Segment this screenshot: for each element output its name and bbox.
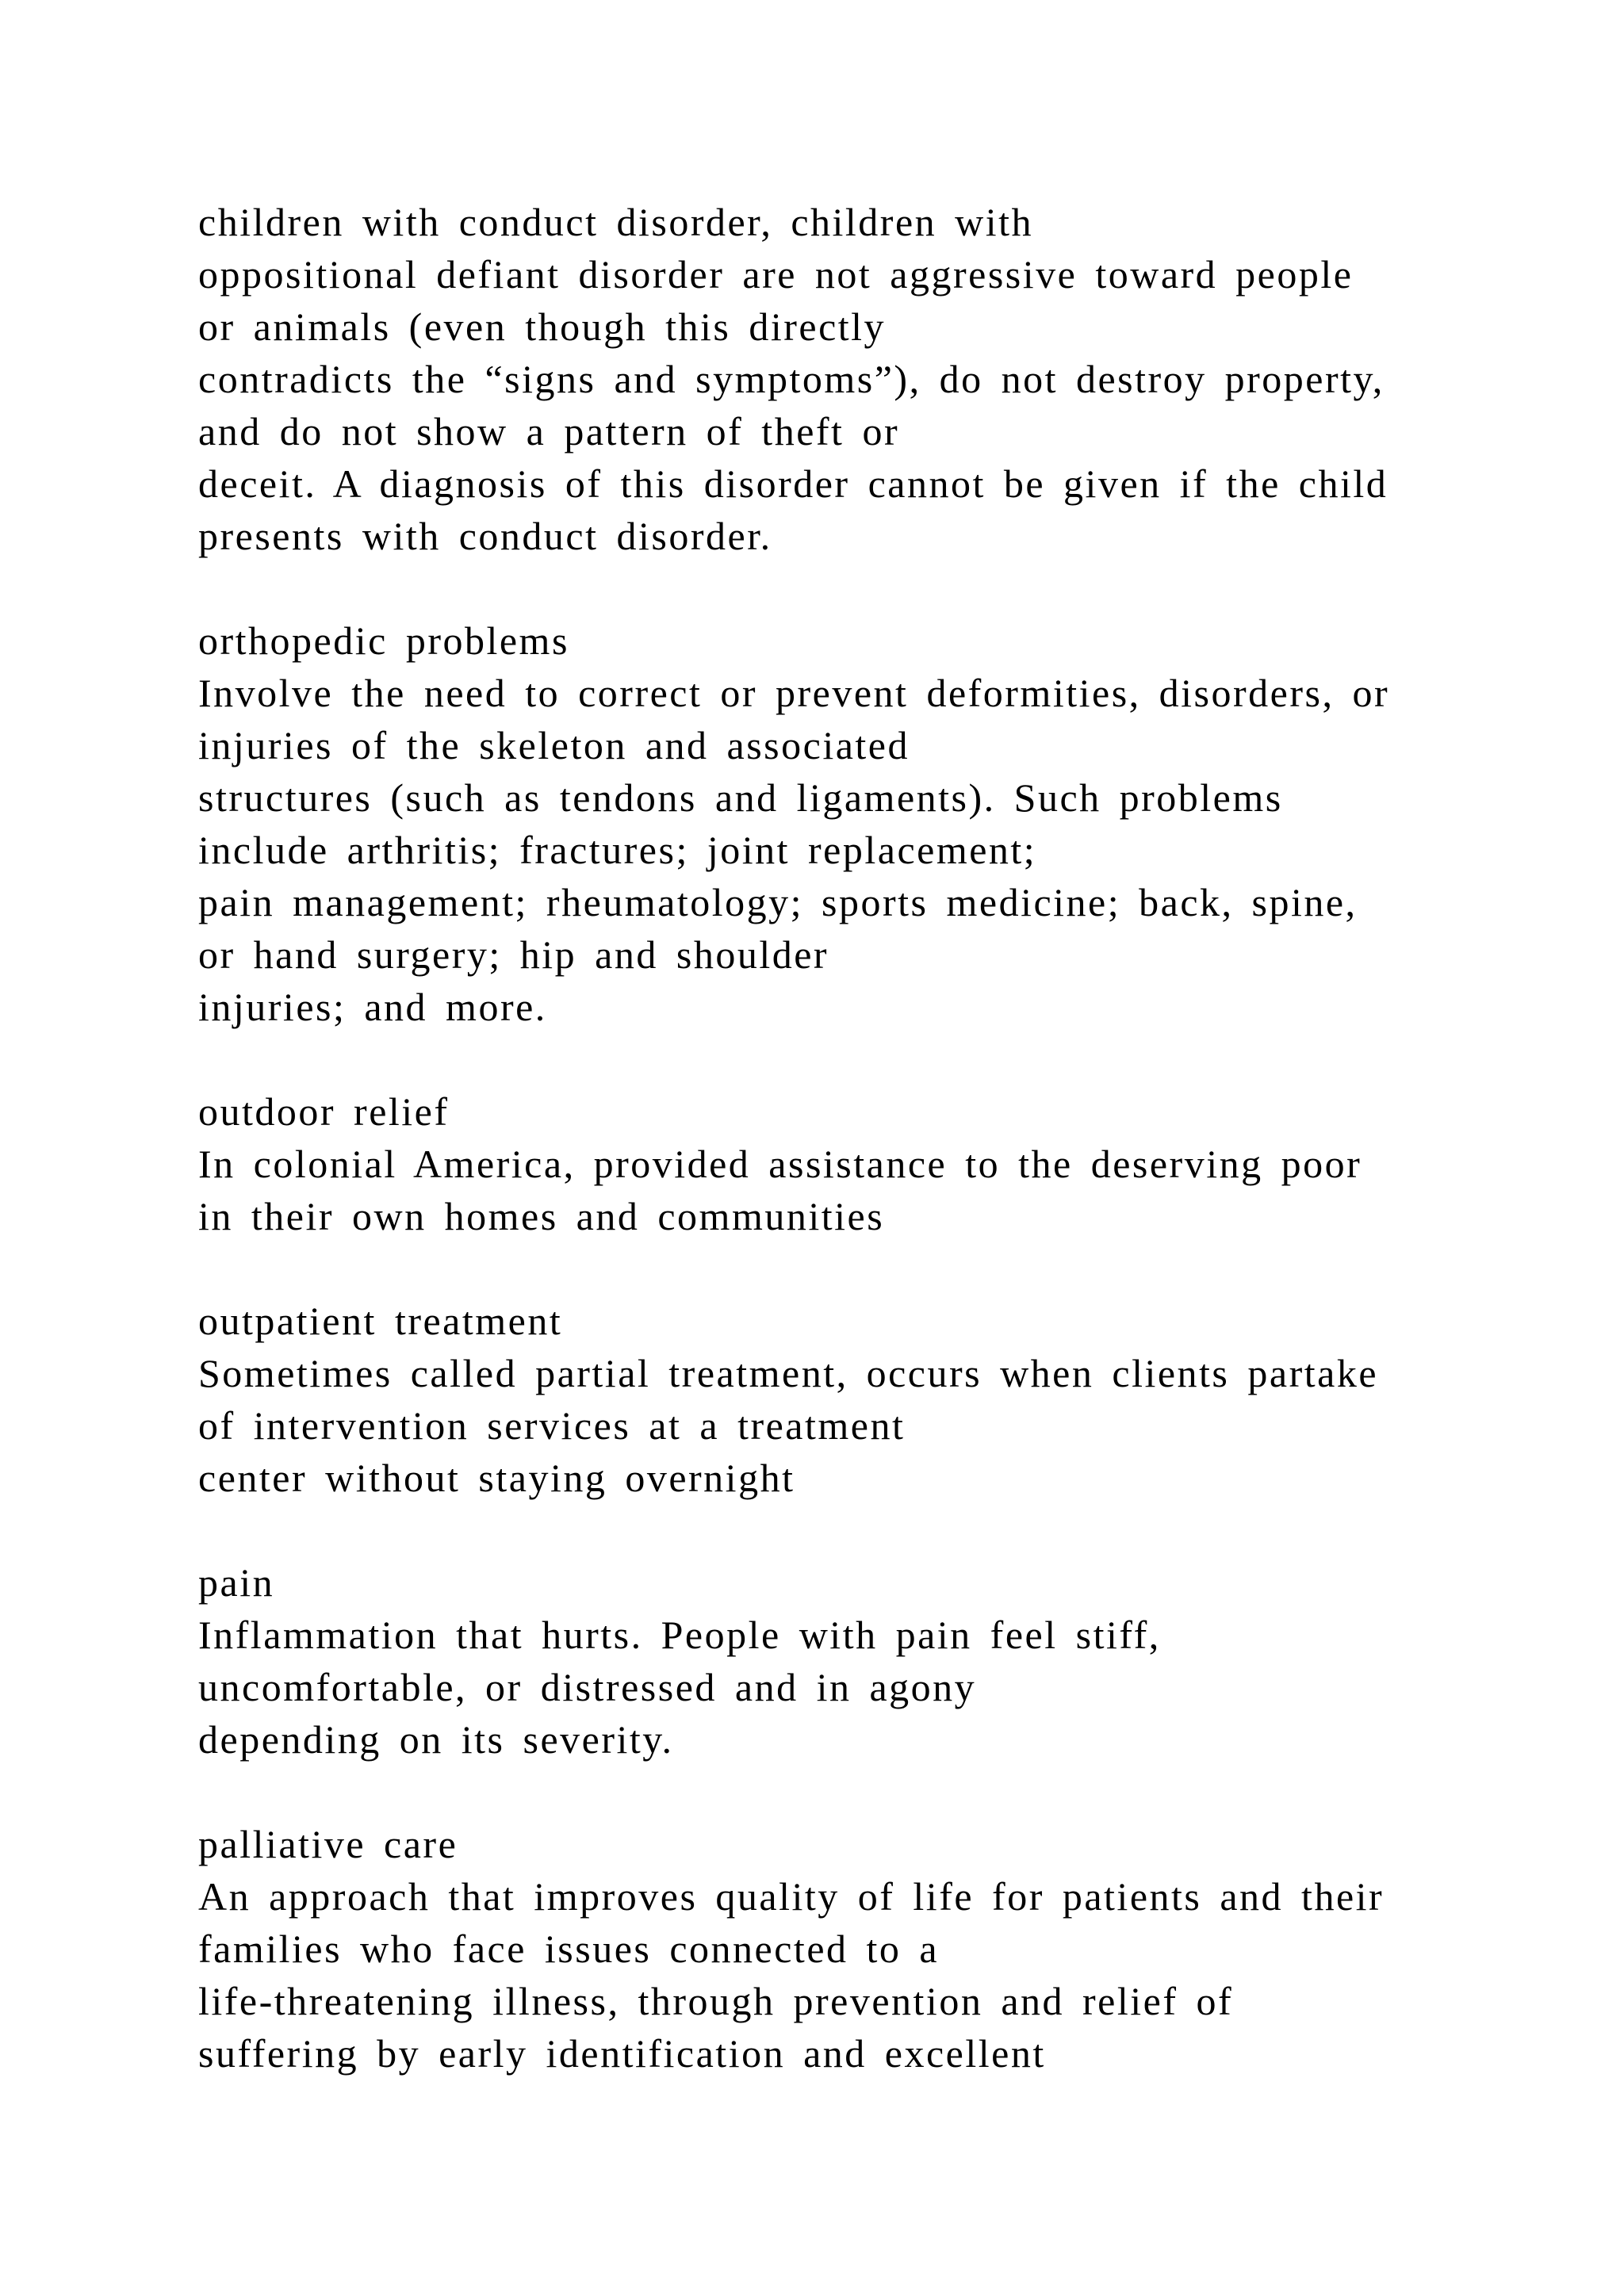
term-heading: pain [198, 1560, 275, 1605]
text-line: contradicts the “signs and symptoms”), do not destroy property, [198, 357, 1385, 401]
text-line: An approach that improves quality of life for patients and their [198, 1874, 1385, 1919]
text-line: and do not show a pattern of theft or [198, 409, 900, 453]
text-line: in their own homes and communities [198, 1194, 885, 1238]
text-line: Inflammation that hurts. People with pain feel stiff, [198, 1613, 1161, 1657]
text-line: or animals (even though this directly [198, 304, 887, 349]
text-line: deceit. A diagnosis of this disorder cannot be given if the child [198, 461, 1388, 506]
text-line: or hand surgery; hip and shoulder [198, 932, 829, 977]
text-line: include arthritis; fractures; joint replacement; [198, 828, 1037, 872]
text-line: Sometimes called partial treatment, occurs when clients partake [198, 1351, 1379, 1395]
text-line: uncomfortable, or distressed and in agony [198, 1665, 977, 1709]
text-line: oppositional defiant disorder are not aggressive toward people [198, 252, 1354, 297]
term-heading: palliative care [198, 1822, 458, 1866]
text-line: children with conduct disorder, children with [198, 200, 1034, 244]
term-heading: orthopedic problems [198, 618, 569, 663]
text-line: pain management; rheumatology; sports medicine; back, spine, [198, 880, 1358, 924]
text-line: presents with conduct disorder. [198, 514, 772, 558]
text-line: injuries of the skeleton and associated [198, 723, 910, 767]
text-line: life-threatening illness, through prevention and relief of [198, 1979, 1234, 2023]
text-line: families who face issues connected to a [198, 1927, 940, 1971]
term-heading: outdoor relief [198, 1089, 450, 1134]
term-heading: outpatient treatment [198, 1299, 563, 1343]
text-line: suffering by early identification and excellent [198, 2031, 1046, 2076]
text-line: Involve the need to correct or prevent deformities, disorders, or [198, 671, 1390, 715]
text-line: of intervention services at a treatment [198, 1403, 906, 1448]
text-line: structures (such as tendons and ligaments). Such problems [198, 775, 1283, 820]
text-line: injuries; and more. [198, 985, 547, 1029]
text-line: center without staying overnight [198, 1456, 795, 1500]
text-line: In colonial America, provided assistance to the deserving poor [198, 1142, 1362, 1186]
text-line: depending on its severity. [198, 1717, 674, 1762]
